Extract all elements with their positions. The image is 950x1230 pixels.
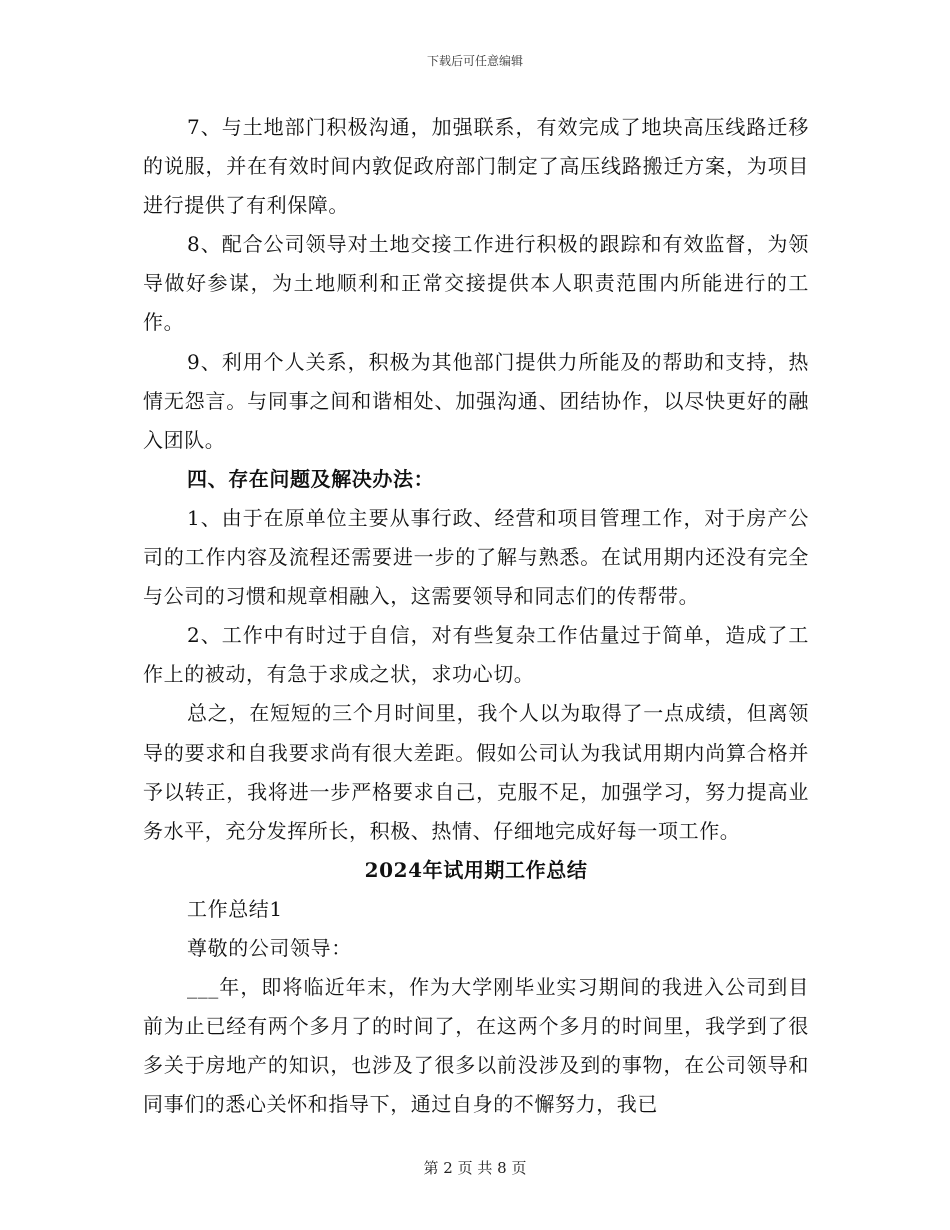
section-heading-problems: 四、存在问题及解决办法： xyxy=(187,466,435,491)
header-note: 下载后可任意编辑 xyxy=(426,54,523,68)
paragraph-item-9: 9、利用个人关系，积极为其他部门提供力所能及的帮助和支持，热情无怨言。与同事之间和谐相处、加强沟通、团结协作，以尽快更好的融入团队。 xyxy=(143,349,809,452)
page-number: 第 2 页 共 8 页 xyxy=(423,1159,527,1177)
paragraph-intro: ___年，即将临近年末，作为大学刚毕业实习期间的我进入公司到目前为止已经有两个多月了的时间了，在这两个多月的时间里，我学到了很多关于房地产的知识，也涉及了很多以前没涉及到的事物，在公司领导和同事们的悉心关怀和指导下，通过自身的不懈努力，我已 xyxy=(143,975,809,1117)
document-body xyxy=(143,108,809,1124)
salutation: 尊敬的公司领导： xyxy=(187,935,352,960)
paragraph-item-8: 8、配合公司领导对土地交接工作进行积极的跟踪和有效监督，为领导做好参谋，为土地顺利和正常交接提供本人职责范围内所能进行的工作。 xyxy=(143,232,809,335)
document-subtitle: 工作总结1 xyxy=(187,896,283,921)
document-title: 2024年试用期工作总结 xyxy=(364,857,588,882)
paragraph-problem-1: 1、由于在原单位主要从事行政、经营和项目管理工作，对于房产公司的工作内容及流程还需要进一步的了解与熟悉。在试用期内还没有完全与公司的习惯和规章相融入，这需要领导和同志们的传帮带。 xyxy=(143,505,809,609)
paragraph-item-7: 7、与土地部门积极沟通，加强联系，有效完成了地块高压线路迁移的说服，并在有效时间内敦促政府部门制定了高压线路搬迁方案，为项目进行提供了有利保障。 xyxy=(143,115,809,218)
paragraph-problem-2: 2、工作中有时过于自信，对有些复杂工作估量过于简单，造成了工作上的被动，有急于求成之状，求功心切。 xyxy=(143,623,809,687)
paragraph-conclusion: 总之，在短短的三个月时间里，我个人以为取得了一点成绩，但离领导的要求和自我要求尚有很大差距。假如公司认为我试用期内尚算合格并予以转正，我将进一步严格要求自己，克服不足，加强学习，努力提高业务水平，充分发挥所长，积极、热情、仔细地完成好每一项工作。 xyxy=(143,701,809,843)
